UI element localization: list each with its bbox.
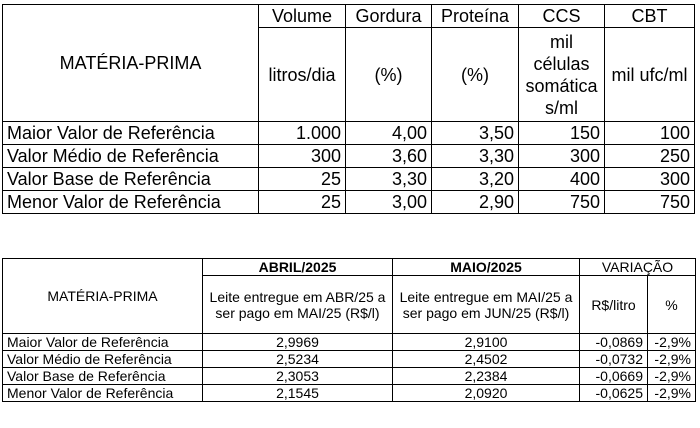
volume-value: 1.000 xyxy=(259,122,346,145)
table-row xyxy=(3,145,695,168)
reference-values-table xyxy=(2,4,695,214)
table1-title: MATÉRIA-PRIMA xyxy=(3,5,259,122)
maio-value: 2,2384 xyxy=(393,368,580,385)
col-gordura: Gordura xyxy=(346,5,432,28)
proteina-value: 3,50 xyxy=(432,122,519,145)
table1-header-row xyxy=(3,5,695,28)
maio-value: 2,9100 xyxy=(393,334,580,351)
abril-value: 2,5234 xyxy=(203,351,393,368)
volume-value: 25 xyxy=(259,168,346,191)
period-abril-header: ABRIL/2025 xyxy=(203,259,393,276)
col-ccs: CCS xyxy=(519,5,605,28)
table-row xyxy=(3,168,695,191)
proteina-value: 3,20 xyxy=(432,168,519,191)
table-row xyxy=(3,351,696,368)
row-label: Maior Valor de Referência xyxy=(3,122,259,145)
table-row xyxy=(3,368,696,385)
col-volume: Volume xyxy=(259,5,346,28)
proteina-value: 3,30 xyxy=(432,145,519,168)
period-maio-desc: Leite entregue em MAI/25 a ser pago em JUN/25 (R$/l) xyxy=(393,276,580,334)
maio-value: 2,0920 xyxy=(393,385,580,402)
row-label: Valor Médio de Referência xyxy=(3,145,259,168)
row-label: Valor Base de Referência xyxy=(3,168,259,191)
period-abril-desc: Leite entregue em ABR/25 a ser pago em MAI/25 (R$/l) xyxy=(203,276,393,334)
table-row xyxy=(3,334,696,351)
row-label: Menor Valor de Referência xyxy=(3,191,259,214)
variation-percent: % xyxy=(648,276,696,334)
table2-title: MATÉRIA-PRIMA xyxy=(3,259,203,334)
proteina-value: 2,90 xyxy=(432,191,519,214)
variation-rs-litro: R$/litro xyxy=(580,276,648,334)
cbt-value: 750 xyxy=(605,191,695,214)
maio-value: 2,4502 xyxy=(393,351,580,368)
ccs-value: 400 xyxy=(519,168,605,191)
cbt-value: 250 xyxy=(605,145,695,168)
variation-pct: -2,9% xyxy=(648,351,696,368)
volume-value: 25 xyxy=(259,191,346,214)
table2-header-row xyxy=(3,259,696,276)
cbt-value: 100 xyxy=(605,122,695,145)
unit-gordura: (%) xyxy=(346,28,432,122)
cbt-value: 300 xyxy=(605,168,695,191)
abril-value: 2,3053 xyxy=(203,368,393,385)
price-variation-table xyxy=(2,258,696,402)
unit-ccs: mil células somática s/ml xyxy=(519,28,605,122)
table-row xyxy=(3,191,695,214)
col-cbt: CBT xyxy=(605,5,695,28)
gordura-value: 3,60 xyxy=(346,145,432,168)
unit-proteina: (%) xyxy=(432,28,519,122)
variation-pct: -2,9% xyxy=(648,368,696,385)
abril-value: 2,9969 xyxy=(203,334,393,351)
col-proteina: Proteína xyxy=(432,5,519,28)
variation-value: -0,0669 xyxy=(580,368,648,385)
ccs-value: 300 xyxy=(519,145,605,168)
unit-volume: litros/dia xyxy=(259,28,346,122)
row-label: Valor Base de Referência xyxy=(3,368,203,385)
variation-value: -0,0625 xyxy=(580,385,648,402)
period-maio-header: MAIO/2025 xyxy=(393,259,580,276)
gordura-value: 3,00 xyxy=(346,191,432,214)
row-label: Maior Valor de Referência xyxy=(3,334,203,351)
variation-pct: -2,9% xyxy=(648,385,696,402)
variation-header: VARIAÇÃO xyxy=(580,259,696,276)
row-label: Menor Valor de Referência xyxy=(3,385,203,402)
ccs-value: 750 xyxy=(519,191,605,214)
variation-pct: -2,9% xyxy=(648,334,696,351)
gordura-value: 4,00 xyxy=(346,122,432,145)
variation-value: -0,0732 xyxy=(580,351,648,368)
volume-value: 300 xyxy=(259,145,346,168)
ccs-value: 150 xyxy=(519,122,605,145)
table-row xyxy=(3,385,696,402)
table-row xyxy=(3,122,695,145)
row-label: Valor Médio de Referência xyxy=(3,351,203,368)
abril-value: 2,1545 xyxy=(203,385,393,402)
gordura-value: 3,30 xyxy=(346,168,432,191)
variation-value: -0,0869 xyxy=(580,334,648,351)
unit-cbt: mil ufc/ml xyxy=(605,28,695,122)
